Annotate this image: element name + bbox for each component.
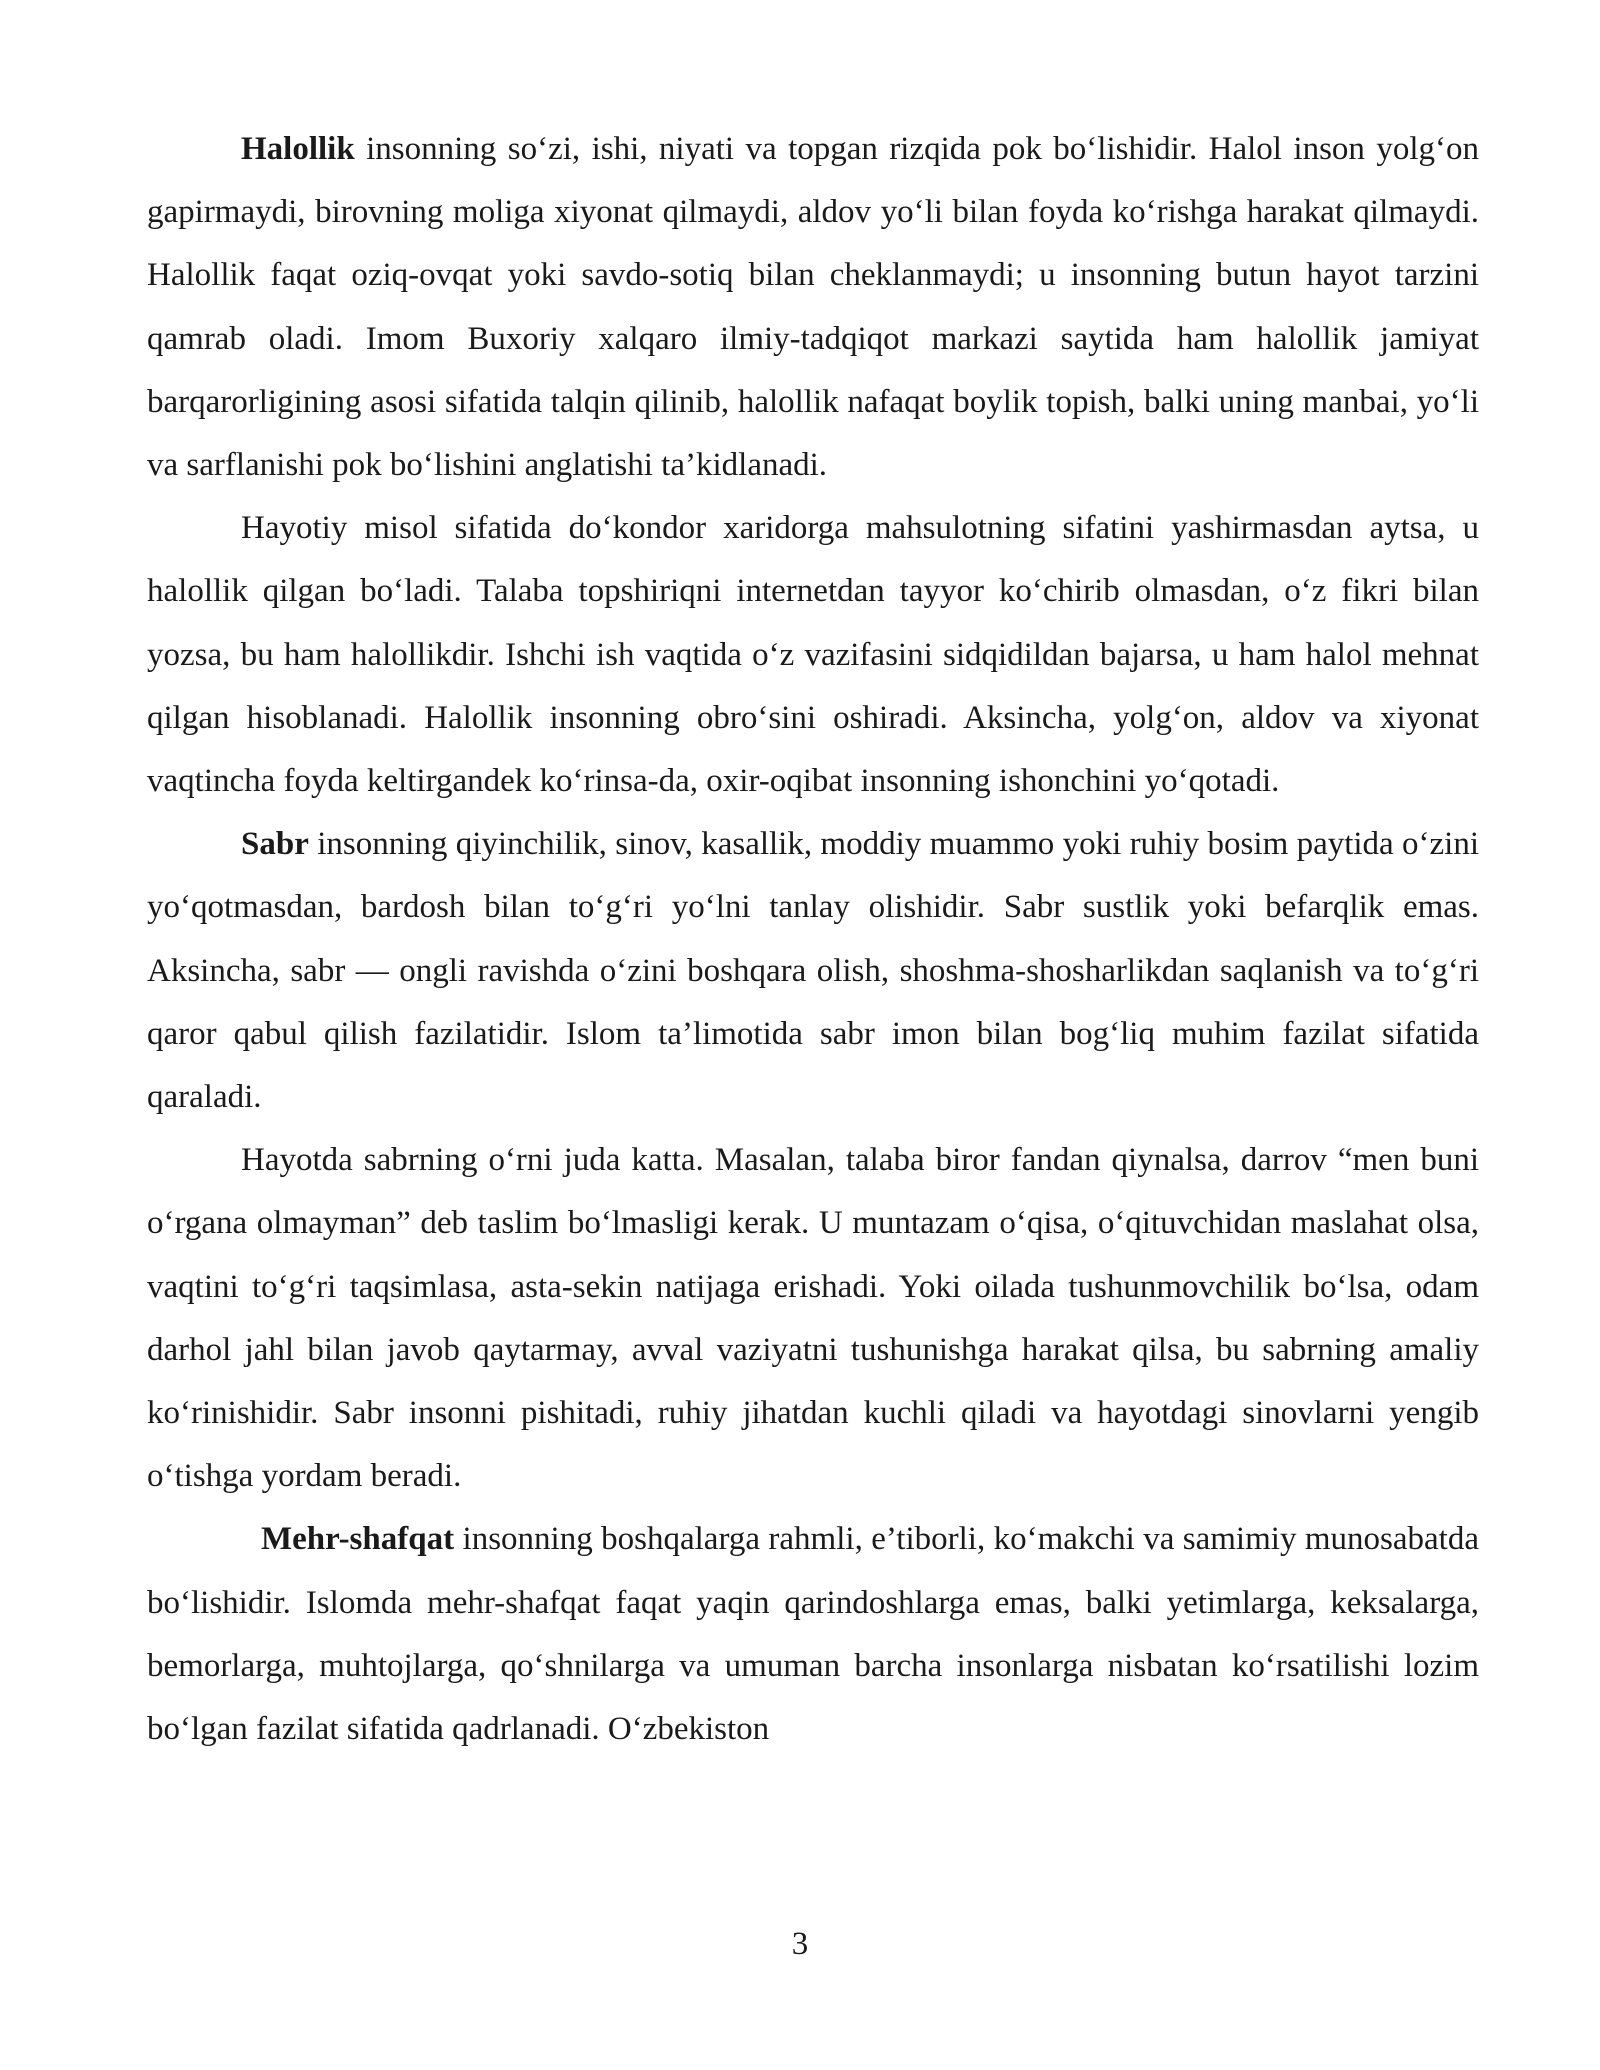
body-text bbox=[147, 118, 1479, 1761]
paragraph-text: insonning qiyinchilik, sinov, kasallik, moddiy muammo yoki ruhiy bosim paytida o‘zini yo‘qotmasdan, bardosh bilan to‘g‘ri yo‘lni tanlay olishidir. Sabr sustlik yoki befarqlik emas. Aksincha, sabr — ongli ravishda o‘zini boshqara olish, shoshma-shosharlikdan saqlanish va to‘g‘ri qaror qabul qilish fazilatidir. Islom ta’limotida sabr imon bilan bog‘liq muhim fazilat sifatida qaraladi. bbox=[147, 826, 1479, 1116]
paragraph-sabr bbox=[147, 813, 1479, 1129]
paragraph-halollik-example bbox=[147, 497, 1479, 813]
term-halollik: Halollik bbox=[241, 131, 355, 167]
paragraph-text: Hayotiy misol sifatida do‘kondor xaridorga mahsulotning sifatini yashirmasdan aytsa, u halollik qilgan bo‘ladi. Talaba topshiriqni internetdan tayyor ko‘chirib olmasdan, o‘z fikri bilan yozsa, bu ham halollikdir. Ishchi ish vaqtida o‘z vazifasini sidqidildan bajarsa, u ham halol mehnat qilgan hisoblanadi. Halollik insonning obro‘sini oshiradi. Aksincha, yolg‘on, aldov va xiyonat vaqtincha foyda keltirgandek ko‘rinsa-da, oxir-oqibat insonning ishonchini yo‘qotadi. bbox=[147, 510, 1479, 800]
term-sabr: Sabr bbox=[241, 826, 309, 863]
paragraph-text: insonning so‘zi, ishi, niyati va topgan rizqida pok bo‘lishidir. Halol inson yolg‘on gapirmaydi, birovning moliga xiyonat qilmaydi, aldov yo‘li bilan foyda ko‘rishga harakat qilmaydi. Halollik faqat oziq-ovqat yoki savdo-sotiq bilan cheklanmaydi; u insonning butun hayot tarzini qamrab oladi. Imom Buxoriy xalqaro ilmiy-tadqiqot markazi saytida ham halollik jamiyat barqarorligining asosi sifatida talqin qilinib, halollik nafaqat boylik topish, balki uning manbai, yo‘li va sarflanishi pok bo‘lishini anglatishi ta’kidlanadi. bbox=[147, 131, 1479, 484]
paragraph-mehr-shafqat bbox=[147, 1508, 1479, 1761]
term-mehr-shafqat: Mehr-shafqat bbox=[261, 1521, 455, 1558]
paragraph-sabr-example bbox=[147, 1129, 1479, 1508]
paragraph-halollik bbox=[147, 118, 1479, 497]
paragraph-text: Hayotda sabrning o‘rni juda katta. Masalan, talaba biror fandan qiynalsa, darrov “men buni o‘rgana olmayman” deb taslim bo‘lmasligi kerak. U muntazam o‘qisa, o‘qituvchidan maslahat olsa, vaqtini to‘g‘ri taqsimlasa, asta-sekin natijaga erishadi. Yoki oilada tushunmovchilik bo‘lsa, odam darhol jahl bilan javob qaytarmay, avval vaziyatni tushunishga harakat qilsa, bu sabrning amaliy ko‘rinishidir. Sabr insonni pishitadi, ruhiy jihatdan kuchli qiladi va hayotdagi sinovlarni yengib o‘tishga yordam beradi. bbox=[147, 1142, 1479, 1495]
paragraph-text: insonning boshqalarga rahmli, e’tiborli, ko‘makchi va samimiy munosabatda bo‘lishidir. Islomda mehr-shafqat faqat yaqin qarindoshlarga emas, balki yetimlarga, keksalarga, bemorlarga, muhtojlarga, qo‘shnilarga va umuman barcha insonlarga nisbatan ko‘rsatilishi lozim bo‘lgan fazilat sifatida qadrlanadi. O‘zbekiston bbox=[147, 1521, 1479, 1748]
page-number: 3 bbox=[791, 1926, 809, 1962]
